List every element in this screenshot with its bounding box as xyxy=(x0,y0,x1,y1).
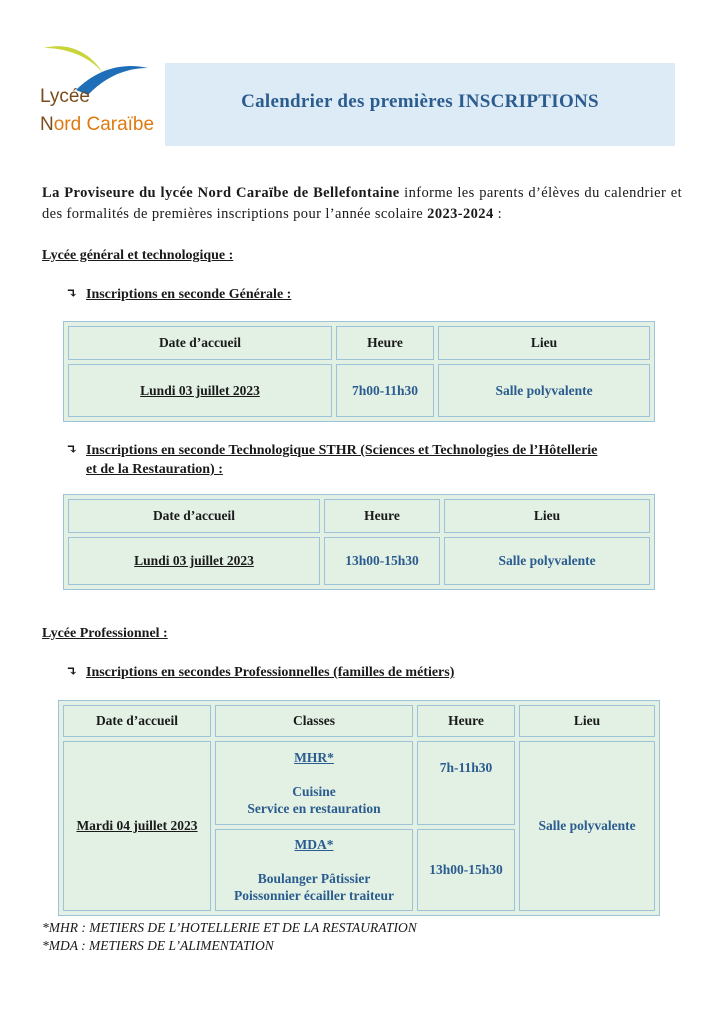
table-seconde-generale xyxy=(63,321,655,422)
table-secondes-pro xyxy=(58,700,660,916)
cell-lieu: Salle polyvalente xyxy=(519,741,655,911)
footnotes xyxy=(42,919,417,955)
cell-heure-mhr: 7h-11h30 xyxy=(417,741,515,825)
section-heading-general: Lycée général et technologique : xyxy=(42,248,234,263)
logo-line2: Nord Caraïbe xyxy=(40,114,155,135)
col-header-date: Date d’accueil xyxy=(63,705,211,737)
cell-lieu: Salle polyvalente xyxy=(438,364,650,417)
col-header-lieu: Lieu xyxy=(444,499,650,533)
col-header-classes: Classes xyxy=(215,705,413,737)
footnote-mhr: *MHR : METIERS DE L’HOTELLERIE ET DE LA RESTAURATION xyxy=(42,920,417,935)
intro-sender: La Proviseure du lycée Nord Caraïbe de Bellefontaine xyxy=(42,185,400,201)
school-logo xyxy=(36,40,156,146)
cell-heure: 13h00-15h30 xyxy=(324,537,440,585)
table-seconde-sthr xyxy=(63,494,655,590)
logo-line1: Lycée xyxy=(40,86,90,107)
arrow-bullet-icon: ↴ xyxy=(66,443,78,458)
arrow-bullet-icon: ↴ xyxy=(66,287,78,302)
class-code-mda: MDA* xyxy=(294,837,334,852)
footnote-mda: *MDA : METIERS DE L’ALIMENTATION xyxy=(42,938,274,953)
intro-paragraph: La Proviseure du lycée Nord Caraïbe de Bellefontaine informe les parents d’élèves du calendrier et des formalités de premières inscriptions pour l’année scolaire 2023-2024 : xyxy=(42,185,682,222)
class-code-mhr: MHR* xyxy=(294,750,334,765)
cell-heure: 7h00-11h30 xyxy=(336,364,434,417)
col-header-lieu: Lieu xyxy=(438,326,650,360)
cell-date: Lundi 03 juillet 2023 xyxy=(68,537,320,585)
bullet-secondes-pro: ↴ Inscriptions en secondes Professionnelles (familles de métiers) xyxy=(66,665,455,680)
cell-classes-mhr: MHR* Cuisine Service en restauration xyxy=(215,741,413,825)
cell-heure-mda: 13h00-15h30 xyxy=(417,829,515,911)
arrow-bullet-icon: ↴ xyxy=(66,665,78,680)
bullet-seconde-sthr: ↴ Inscriptions en seconde Technologique STHR (Sciences et Technologies de l’Hôtellerie et de la Restauration) : xyxy=(66,443,598,477)
col-header-heure: Heure xyxy=(336,326,434,360)
bullet-seconde-generale: ↴ Inscriptions en seconde Générale : xyxy=(66,287,292,302)
cell-date: Lundi 03 juillet 2023 xyxy=(68,364,332,417)
col-header-heure: Heure xyxy=(324,499,440,533)
school-year: 2023-2024 xyxy=(427,206,494,222)
title-banner xyxy=(165,63,675,146)
section-heading-pro: Lycée Professionnel : xyxy=(42,626,168,641)
intro-body: informe les parents d’élèves du calendrier et des formalités de premières inscriptions pour l’année scolaire xyxy=(42,185,682,222)
col-header-date: Date d’accueil xyxy=(68,326,332,360)
cell-date: Mardi 04 juillet 2023 xyxy=(63,741,211,911)
col-header-date: Date d’accueil xyxy=(68,499,320,533)
page-title: Calendrier des premières INSCRIPTIONS xyxy=(241,91,599,112)
col-header-lieu: Lieu xyxy=(519,705,655,737)
cell-classes-mda: MDA* Boulanger Pâtissier Poissonnier écailler traiteur xyxy=(215,829,413,911)
cell-lieu: Salle polyvalente xyxy=(444,537,650,585)
col-header-heure: Heure xyxy=(417,705,515,737)
